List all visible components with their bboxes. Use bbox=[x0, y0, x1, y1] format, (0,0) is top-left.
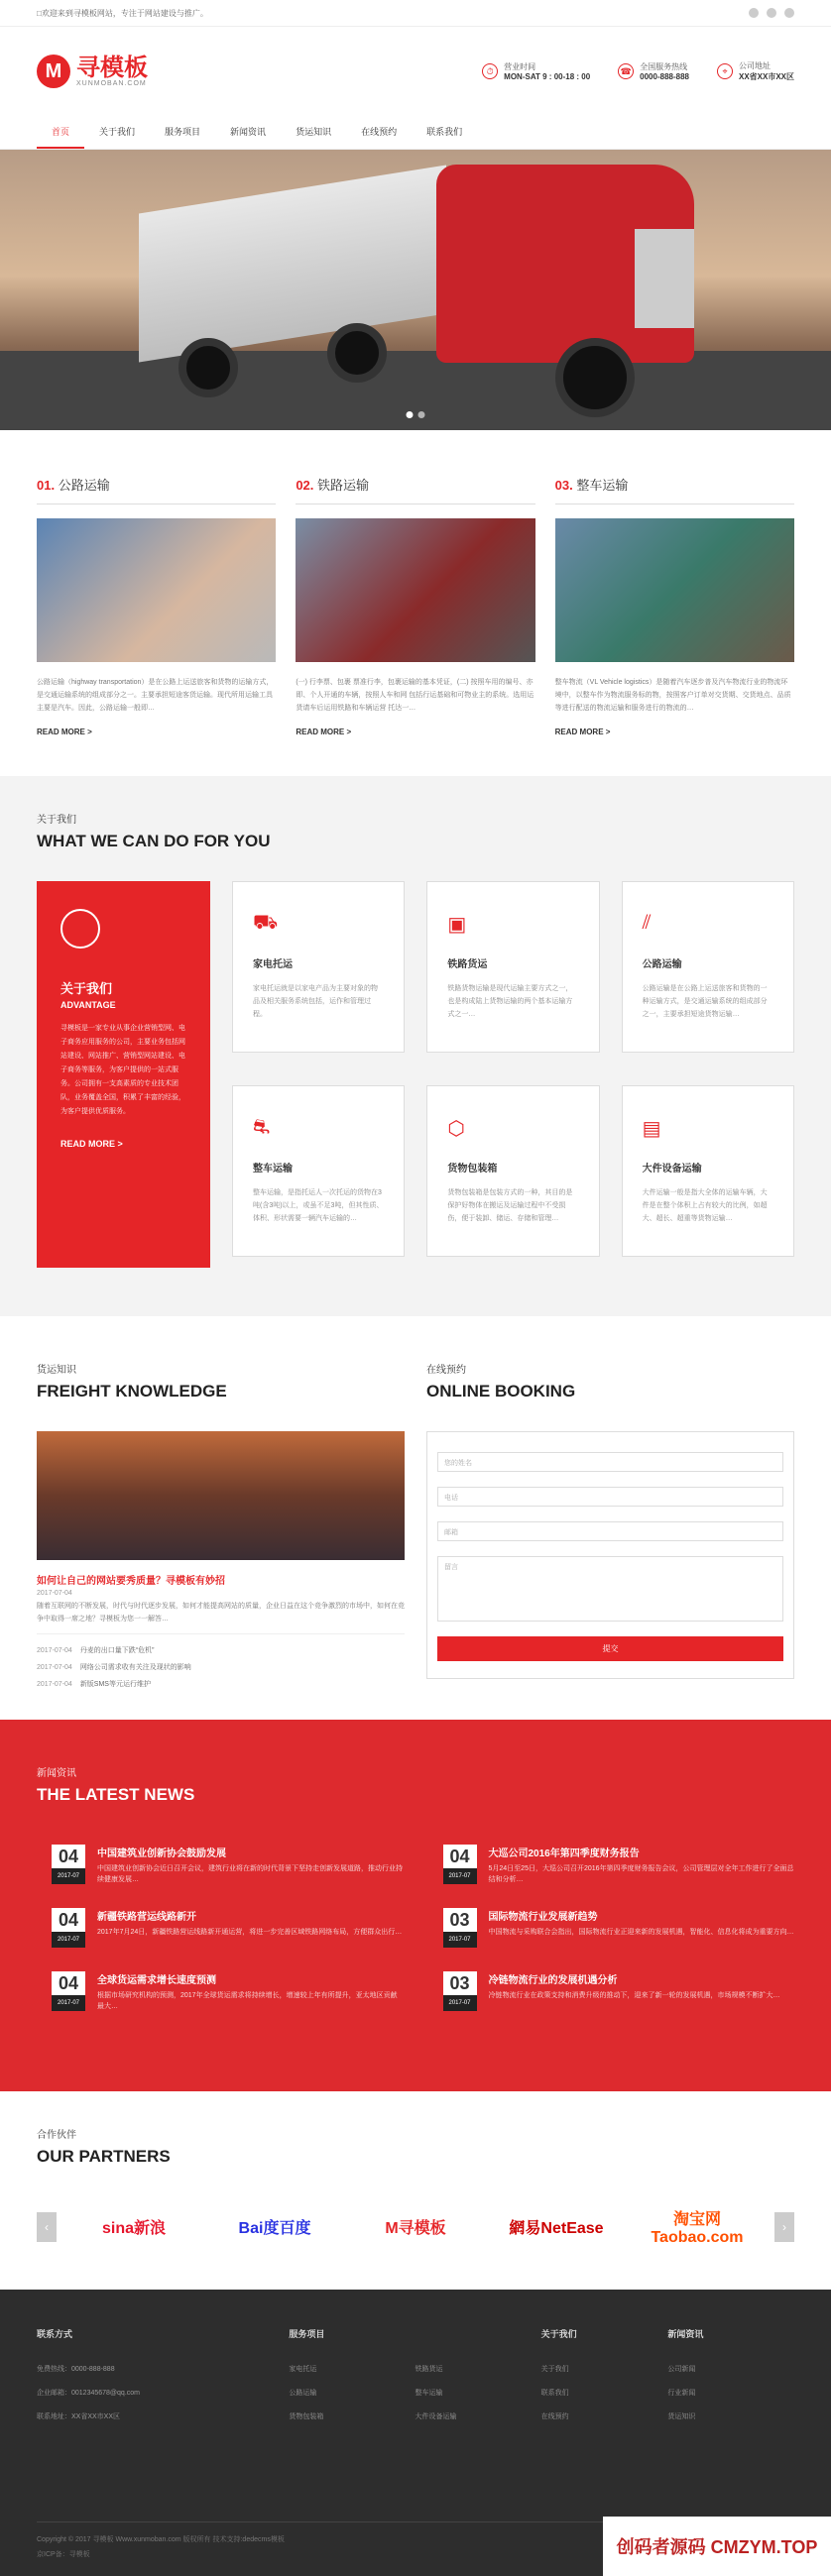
footer-link[interactable]: 在线预约 bbox=[540, 2413, 569, 2420]
news-body bbox=[489, 1908, 794, 1971]
knowledge-list-item[interactable] bbox=[37, 1676, 405, 1693]
booking-title: ONLINE BOOKING bbox=[426, 1382, 576, 1400]
header-info-item bbox=[717, 60, 794, 82]
nav-item[interactable]: 在线预约 bbox=[361, 127, 398, 137]
news-body bbox=[489, 1845, 795, 1908]
service-card[interactable] bbox=[426, 1085, 599, 1257]
info-icon: ⏱ bbox=[482, 63, 498, 79]
list-date: 2017-07-04 bbox=[37, 1681, 72, 1688]
footer-links bbox=[667, 2358, 794, 2429]
nav-item[interactable]: 首页 bbox=[37, 116, 84, 149]
footer-column bbox=[541, 2327, 668, 2429]
service-column bbox=[37, 475, 276, 736]
road-icon: ⫽ bbox=[642, 912, 652, 934]
footer-link[interactable]: 铁路货运 bbox=[415, 2366, 443, 2373]
read-more-link[interactable]: READ MORE > bbox=[37, 728, 92, 736]
partners-caption: 合作伙伴 bbox=[37, 2130, 76, 2141]
package-icon: ⬡ bbox=[447, 1118, 465, 1140]
news-title: THE LATEST NEWS bbox=[37, 1785, 195, 1804]
hero-trailer bbox=[139, 165, 446, 362]
footer-col-title: 新闻资讯 bbox=[667, 2329, 704, 2339]
service-image[interactable] bbox=[37, 518, 276, 662]
news-text: 根据市场研究机构的预测，2017年全球货运需求将持续增长，增速较上年有所提升，亚太地区贡献最大… bbox=[97, 1992, 398, 2010]
news-item[interactable] bbox=[443, 1908, 795, 1971]
advantage-panel bbox=[37, 881, 210, 1268]
info-value: 0000-888-888 bbox=[640, 72, 689, 81]
phone-field[interactable]: 电话 bbox=[437, 1487, 783, 1507]
about-caption: 关于我们 bbox=[37, 815, 76, 826]
knowledge-desc: 随着互联网的不断发展，时代与时代逐步发展，如何才能提高网站的质量，企业日益在这个竞争激烈的市场中，如何在竞争中取得一席之地？寻模板为您一一解答… bbox=[37, 1600, 405, 1634]
about-section bbox=[0, 776, 831, 1316]
qq-icon[interactable] bbox=[767, 8, 776, 18]
knowledge-headline[interactable]: 如何让自己的网站要秀质量？寻模板有妙招 bbox=[37, 1576, 225, 1587]
news-date bbox=[52, 1845, 85, 1884]
news-headline[interactable]: 国际物流行业发展新趋势 bbox=[488, 1912, 598, 1923]
footer-links bbox=[541, 2358, 668, 2429]
news-day: 03 bbox=[449, 1910, 470, 1930]
booking-form bbox=[426, 1431, 794, 1679]
card-text: 公路运输是在公路上运送旅客和货物的一种运输方式，是交通运输系统的组成部分之一，主要承担短途货物运输… bbox=[642, 985, 768, 1018]
news-headline[interactable]: 中国建筑业创新协会鼓励发展 bbox=[97, 1848, 226, 1859]
news-ym: 2017-07 bbox=[52, 1995, 85, 2011]
news-headline[interactable]: 大巡公司2016年第四季度财务报告 bbox=[488, 1848, 640, 1859]
read-more-link[interactable]: READ MORE > bbox=[554, 728, 611, 736]
news-date bbox=[443, 1908, 477, 1948]
news-date bbox=[52, 1971, 85, 2011]
knowledge-list-item[interactable] bbox=[37, 1642, 405, 1659]
top-bar bbox=[0, 0, 831, 27]
slider-dot[interactable] bbox=[407, 411, 414, 418]
message-field[interactable]: 留言 bbox=[437, 1556, 783, 1622]
news-item[interactable] bbox=[443, 1971, 795, 2035]
knowledge-booking-section bbox=[0, 1316, 831, 1720]
news-item[interactable] bbox=[52, 1971, 404, 2035]
knowledge-image[interactable] bbox=[37, 1431, 405, 1560]
footer-column bbox=[37, 2327, 289, 2429]
news-ym: 2017-07 bbox=[443, 1868, 477, 1884]
car-icon: ⛐ bbox=[253, 1116, 271, 1138]
info-label: 全国服务热线 bbox=[640, 62, 688, 71]
service-cards bbox=[232, 881, 794, 1268]
footer-links bbox=[289, 2358, 540, 2429]
news-body bbox=[489, 1971, 780, 2035]
news-caption: 新闻资讯 bbox=[37, 1768, 76, 1779]
nav-item[interactable]: 联系我们 bbox=[426, 127, 463, 137]
header-info-item bbox=[618, 60, 689, 82]
truck-icon: ⛟ bbox=[253, 912, 279, 934]
news-day: 04 bbox=[58, 1910, 79, 1930]
news-ym: 2017-07 bbox=[443, 1995, 477, 2011]
weibo-icon[interactable] bbox=[784, 8, 794, 18]
nav-item[interactable]: 货运知识 bbox=[296, 127, 332, 137]
info-icon: ☎ bbox=[618, 63, 634, 79]
card-title: 整车运输 bbox=[253, 1164, 293, 1175]
advantage-read-more[interactable]: READ MORE > bbox=[60, 1139, 123, 1149]
slider-dots bbox=[407, 411, 425, 418]
news-text: 中国建筑业创新协会近日召开会议，建筑行业将在新的时代背景下坚持走创新发展道路，推动行业持续健康发展… bbox=[97, 1865, 403, 1883]
washer-icon: ▤ bbox=[642, 1118, 661, 1140]
globe-icon bbox=[60, 909, 100, 949]
news-text: 中国物流与采购联合会指出，国际物流行业正迎来新的发展机遇，智能化、信息化将成为重要方向… bbox=[488, 1929, 794, 1936]
news-ym: 2017-07 bbox=[52, 1868, 85, 1884]
logo-sub: XUNMOBAN.COM bbox=[76, 79, 147, 87]
service-card[interactable] bbox=[232, 881, 405, 1053]
partner-logo[interactable]: 淘宝网 Taobao.com bbox=[651, 2211, 744, 2246]
footer-link[interactable]: 联系我们 bbox=[540, 2390, 569, 2397]
advantage-en: ADVANTAGE bbox=[60, 1000, 116, 1010]
service-card[interactable] bbox=[622, 881, 794, 1053]
service-num: 02. bbox=[296, 478, 314, 493]
booking-column bbox=[426, 1361, 794, 1680]
next-arrow-icon[interactable]: › bbox=[774, 2212, 794, 2242]
news-item[interactable] bbox=[52, 1908, 404, 1971]
partner-logo[interactable]: Bai度百度 bbox=[238, 2220, 311, 2237]
footer-link[interactable]: 企业邮箱：0012345678@qq.com bbox=[37, 2390, 140, 2397]
service-title[interactable]: 01. 公路运输 bbox=[37, 475, 276, 504]
card-text: 铁路货物运输是现代运输主要方式之一，也是构成陆上货物运输的两个基本运输方式之一… bbox=[447, 985, 573, 1018]
news-section bbox=[0, 1720, 831, 2091]
nav-item[interactable]: 关于我们 bbox=[99, 127, 136, 137]
news-ym: 2017-07 bbox=[443, 1932, 477, 1948]
train-icon: ▣ bbox=[447, 914, 467, 936]
news-body bbox=[97, 1908, 402, 1971]
service-column bbox=[555, 475, 794, 736]
service-text: (一) 行李票、包裹 票准行李，包裹运输的基本凭证，(二) 按照车用的编号、亦即、个人开通的车辆，按照人车和网 包括行运基础和可物业主的系统。选用运货请车后运用铁路和车辆运营 托达一… bbox=[296, 679, 534, 712]
news-date bbox=[52, 1908, 85, 1948]
email-field[interactable]: 邮箱 bbox=[437, 1521, 783, 1541]
service-text: 公路运输（highway transportation）是在公路上运送旅客和货物的运输方式，是交通运输系统的组成部分之一。主要承担短途客货运输。现代所用运输工具主要是汽车。因此，公路运输一般即… bbox=[37, 679, 274, 712]
list-date: 2017-07-04 bbox=[37, 1664, 72, 1671]
footer-columns bbox=[37, 2327, 794, 2429]
service-title[interactable]: 02. 铁路运输 bbox=[296, 475, 534, 504]
footer-link[interactable]: 货运知识 bbox=[667, 2413, 696, 2420]
footer-col-title: 关于我们 bbox=[540, 2329, 577, 2339]
news-item[interactable] bbox=[52, 1845, 404, 1908]
info-text bbox=[739, 60, 794, 82]
footer-link[interactable]: 行业新闻 bbox=[667, 2390, 696, 2397]
news-item[interactable] bbox=[443, 1845, 795, 1908]
partner-logo[interactable]: M寻模板 bbox=[385, 2220, 446, 2237]
footer-link[interactable]: 大件设备运输 bbox=[415, 2413, 457, 2420]
list-title: 新版SMS等元运行维护 bbox=[79, 1681, 151, 1688]
services-section bbox=[0, 430, 831, 776]
read-more-link[interactable]: READ MORE > bbox=[296, 728, 352, 736]
card-text: 整车运输，是指托运人一次托运的货物在3吨(含3吨)以上，或虽不足3吨，但其性质、体积、形状需要一辆汽车运输的… bbox=[253, 1189, 384, 1222]
partner-logo[interactable]: 網易NetEase bbox=[509, 2220, 604, 2237]
partners-section bbox=[0, 2091, 831, 2290]
hero-wheel bbox=[178, 338, 238, 397]
footer-link[interactable]: 免费热线：0000-888-888 bbox=[37, 2366, 115, 2373]
submit-button[interactable]: 提交 bbox=[437, 1636, 783, 1661]
news-day: 04 bbox=[58, 1973, 79, 1993]
partner-logo[interactable]: sina新浪 bbox=[101, 2220, 167, 2237]
news-headline[interactable]: 新疆铁路营运线路新开 bbox=[97, 1912, 196, 1923]
card-title: 铁路货运 bbox=[447, 959, 488, 970]
logo-title: 寻模板 bbox=[76, 54, 148, 81]
header-info-item bbox=[482, 60, 590, 82]
icp: 京ICP备：寻模板 bbox=[37, 2551, 90, 2558]
footer-col-title: 联系方式 bbox=[37, 2329, 73, 2339]
news-ym: 2017-07 bbox=[52, 1932, 85, 1948]
service-image[interactable] bbox=[555, 518, 794, 662]
slider-dot[interactable] bbox=[418, 411, 425, 418]
news-text: 2017年7月24日，新疆铁路营运线路新开通运营，将进一步完善区域铁路网络布局，方便群众出行… bbox=[97, 1929, 403, 1936]
list-title: 网络公司需求收有关注及现状的影响 bbox=[79, 1664, 191, 1671]
footer-link[interactable]: 公司新闻 bbox=[667, 2366, 696, 2373]
info-text bbox=[640, 61, 689, 81]
service-title[interactable]: 03. 整车运输 bbox=[555, 475, 794, 504]
service-column bbox=[296, 475, 534, 736]
hero-road bbox=[0, 351, 831, 430]
welcome-text: □欢迎来到寻模板网站，专注于网站建设与推广。 bbox=[37, 8, 208, 18]
prev-arrow-icon[interactable]: ‹ bbox=[37, 2212, 57, 2242]
news-date bbox=[443, 1971, 477, 2011]
footer-column bbox=[667, 2327, 794, 2429]
card-text: 家电托运就是以家电产品为主要对象的物品及相关服务系统包括，运作和管理过程。 bbox=[253, 985, 378, 1018]
news-day: 04 bbox=[449, 1847, 470, 1866]
list-title: 丹麦的出口量下跌“危机” bbox=[79, 1647, 155, 1654]
partners-title: OUR PARTNERS bbox=[37, 2147, 171, 2166]
footer-links bbox=[37, 2358, 289, 2429]
news-body bbox=[97, 1845, 404, 1908]
advantage-title: 关于我们 bbox=[60, 981, 113, 996]
service-card[interactable] bbox=[426, 881, 599, 1053]
header bbox=[0, 27, 831, 116]
hero-wheel bbox=[555, 338, 635, 417]
info-value: XX省XX市XX区 bbox=[738, 72, 794, 81]
service-num: 01. bbox=[37, 478, 56, 493]
knowledge-list-item[interactable] bbox=[37, 1659, 405, 1676]
hero-truck-grill bbox=[635, 229, 694, 328]
nav-item[interactable]: 新闻资讯 bbox=[230, 127, 267, 137]
card-title: 公路运输 bbox=[642, 959, 682, 970]
service-card[interactable] bbox=[232, 1085, 405, 1257]
site-logo[interactable] bbox=[37, 55, 148, 88]
news-day: 03 bbox=[449, 1973, 470, 1993]
logo-mark: M bbox=[37, 55, 70, 88]
knowledge-date: 2017-07-04 bbox=[37, 1590, 72, 1597]
booking-caption: 在线预约 bbox=[426, 1365, 466, 1376]
info-value: MON-SAT 9 : 00-18 : 00 bbox=[504, 72, 591, 81]
news-day: 04 bbox=[58, 1847, 79, 1866]
news-date bbox=[443, 1845, 477, 1884]
footer-link[interactable]: 整车运输 bbox=[415, 2390, 443, 2397]
news-headline[interactable]: 冷链物流行业的发展机遇分析 bbox=[488, 1975, 618, 1986]
service-image[interactable] bbox=[296, 518, 534, 662]
footer-link[interactable]: 关于我们 bbox=[540, 2366, 569, 2373]
card-text: 大件运输一般是指大全体的运输车辆，大件是在整个体积上占有较大的比例，如超大、超长、超重等货物运输… bbox=[642, 1189, 768, 1222]
service-text: 整车物流（VL Vehicle logistics）是随着汽车逐步普及汽车物流行业的物流环境中，以整车作为物流服务标的物，按照客户订单对交货期、交货地点、品质等进行配送的物流运输和服务进行的物流的… bbox=[554, 679, 791, 712]
footer-link[interactable]: 联系地址：XX省XX市XX区 bbox=[37, 2413, 121, 2420]
knowledge-column bbox=[37, 1361, 405, 1688]
knowledge-title: FREIGHT KNOWLEDGE bbox=[37, 1382, 227, 1400]
card-title: 家电托运 bbox=[253, 959, 293, 970]
footer-link[interactable]: 货物包装箱 bbox=[289, 2413, 324, 2420]
news-body bbox=[97, 1971, 404, 2035]
info-text bbox=[504, 61, 590, 81]
news-text: 冷链物流行业在政策支持和消费升级的推动下，迎来了新一轮的发展机遇，市场规模不断扩大… bbox=[488, 1992, 780, 1999]
service-num: 03. bbox=[554, 478, 573, 493]
footer-column bbox=[289, 2327, 540, 2429]
social-links bbox=[749, 8, 794, 18]
watermark: 创码者源码 CMZYM.TOP bbox=[603, 2517, 831, 2576]
hero-banner bbox=[0, 150, 831, 430]
wechat-icon[interactable] bbox=[749, 8, 759, 18]
news-headline[interactable]: 全球货运需求增长速度预测 bbox=[97, 1975, 216, 1986]
partner-logos bbox=[37, 2206, 794, 2247]
header-info bbox=[482, 60, 794, 82]
nav-item[interactable]: 服务项目 bbox=[165, 127, 201, 137]
service-card[interactable] bbox=[622, 1085, 794, 1257]
copyright: Copyright © 2017 寻模板 Www.xunmoban.com 版权所有 技术支持:dedecms模板 bbox=[37, 2536, 285, 2543]
knowledge-caption: 货运知识 bbox=[37, 1365, 76, 1376]
news-grid bbox=[52, 1845, 794, 2035]
card-title: 大件设备运输 bbox=[642, 1164, 702, 1175]
about-title: WHAT WE CAN DO FOR YOU bbox=[37, 832, 271, 850]
news-text: 5月24日至25日，大巡公司召开2016年第四季度财务报告会议，公司管理层对全年工作进行了全面总结和分析… bbox=[488, 1865, 794, 1883]
info-label: 营业时间 bbox=[504, 62, 536, 71]
list-date: 2017-07-04 bbox=[37, 1647, 72, 1654]
card-text: 货物包装箱是包装方式的一种，其目的是保护好物体在搬运及运输过程中不受损伤，便于装卸、储运、存储和管理… bbox=[447, 1189, 573, 1222]
name-field[interactable]: 您的姓名 bbox=[437, 1452, 783, 1472]
footer-link[interactable]: 家电托运 bbox=[289, 2366, 317, 2373]
footer-col-title: 服务项目 bbox=[289, 2329, 325, 2339]
footer bbox=[0, 2290, 831, 2576]
footer-link[interactable]: 公路运输 bbox=[289, 2390, 317, 2397]
knowledge-list bbox=[37, 1642, 405, 1693]
info-icon: ⌖ bbox=[717, 63, 733, 79]
info-label: 公司地址 bbox=[738, 61, 771, 70]
hero-wheel bbox=[327, 323, 387, 383]
card-title: 货物包装箱 bbox=[447, 1164, 498, 1175]
main-nav bbox=[0, 116, 831, 150]
advantage-text: 寻模板是一家专业从事企业营销型网、电子商务应用服务的公司，主要业务包括网站建设、网站推广、营销型网站建设、电子商务等服务，为客户提供的一站式服务。公司拥有一支高素质的专业技术团队，业务覆盖全国，积累了丰富的经验，为客户提供优质服务。 bbox=[60, 1025, 185, 1115]
